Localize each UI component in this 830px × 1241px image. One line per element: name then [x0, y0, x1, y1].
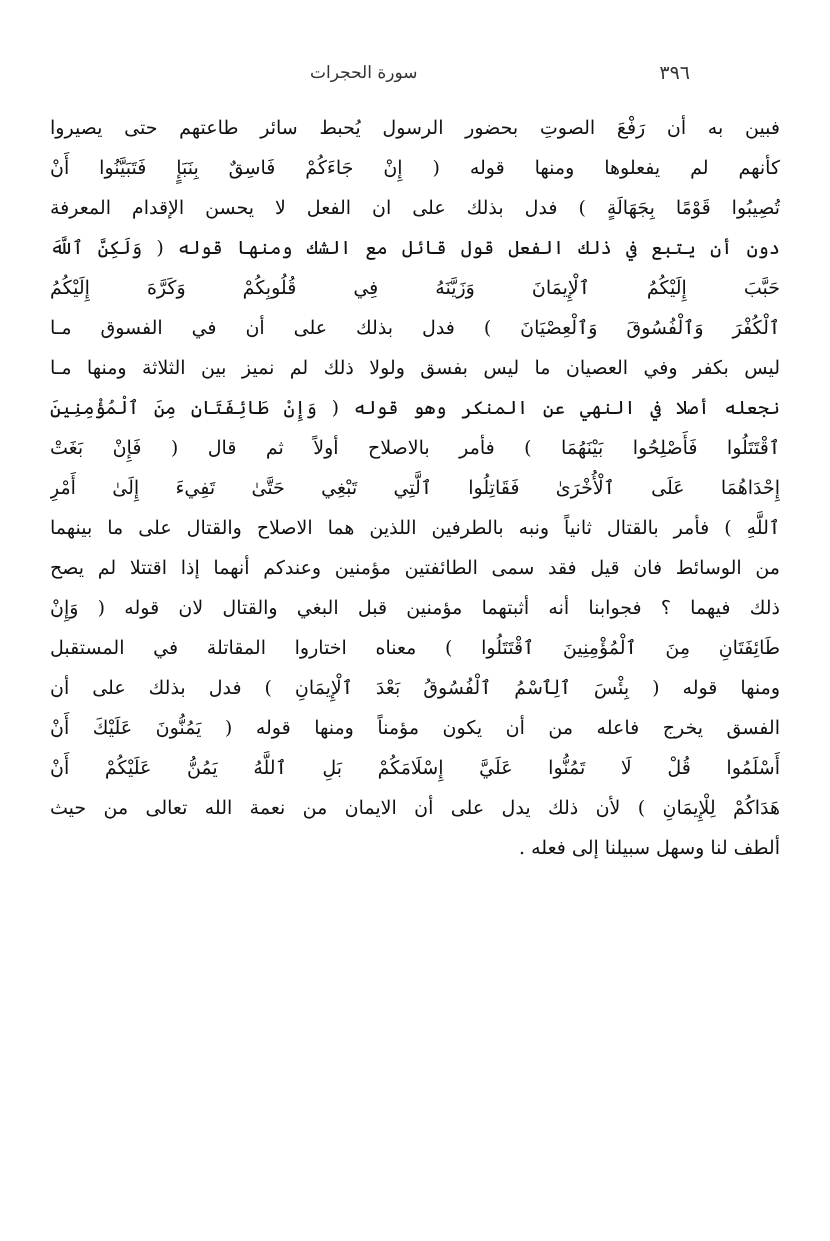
surah-title: سورة الحجرات: [310, 63, 418, 83]
text-line: ٱقْتَتَلُوا فَأَصْلِحُوا بَيْنَهُمَا ) فأمر بالاصلاح أولاً ثم قال ( فَإِنْ بَغَتْ: [50, 437, 780, 459]
text-line: ٱللَّهِ ) فأمر بالقتال ثانياً ونبه بالطرفين اللذين هما الاصلاح والقتال على ما بينهما: [50, 517, 780, 539]
text-line: ومنها قوله ( بِئْسَ ٱلِٱسْمُ ٱلْفُسُوقُ بَعْدَ ٱلْإِيمَانِ ) فدل بذلك على أن: [50, 677, 780, 699]
text-line: حَبَّبَ إِلَيْكُمُ ٱلْإِيمَانَ وَزَيَّنَهُ فِي قُلُوبِكُمْ وَكَرَّهَ إِلَيْكُمُ: [50, 277, 780, 299]
text-line: من الوسائط فان قيل فقد سمى الطائفتين مؤمنين وعندكم أنهما إذا اقتتلا لم يصح: [50, 557, 780, 579]
text-line: فبين به أن رَفْعَ الصوتِ بحضور الرسول يُحبط سائر طاعتهم حتى يصيروا: [50, 117, 780, 139]
text-line: الفسق يخرج فاعله من أن يكون مؤمناً ومنها قوله ( يَمُنُّونَ عَلَيْكَ أَنْ: [50, 717, 780, 739]
text-line: نجعله أصلا في النهي عن المنكر وهو قوله ( وَإِنْ طَائِفَتَانِ مِنَ ٱلْمُؤْمِنِينَ: [50, 397, 780, 419]
text-line: كأنهم لم يفعلوها ومنها قوله ( إِنْ جَاءَكُمْ فَاسِقٌ بِنَبَإٍ فَتَبَيَّنُوا أَنْ: [50, 157, 780, 179]
running-head: [310, 58, 690, 88]
text-line: أَسْلَمُوا قُلْ لَا تَمُنُّوا عَلَيَّ إِسْلَامَكُمْ بَلِ ٱللَّهُ يَمُنُّ عَلَيْكُمْ أَنْ: [50, 757, 780, 779]
header-rule: [300, 92, 695, 93]
text-line: ليس بكفر وفي العصيان ما ليس بفسق ولولا ذلك لم نميز بين الثلاثة ومنها مـا: [50, 357, 780, 379]
text-line: دون أن يتبع في ذلك الفعل قول قائل مع الشك ومنها قوله ( وَلَكِنَّ ٱللَّهَ: [50, 237, 780, 259]
page-number: ٣٩٦: [659, 62, 690, 84]
text-line: هَدَاكُمْ لِلْإِيمَانِ ) لأن ذلك يدل على أن الايمان من نعمة الله تعالى من حيث: [50, 797, 780, 819]
text-line: طَائِفَتَانِ مِنَ ٱلْمُؤْمِنِينَ ٱقْتَتَلُوا ) معناه اختاروا المقاتلة في المستقبل: [50, 637, 780, 659]
text-line: ذلك فيهما ؟ فجوابنا أنه أثبتهما مؤمنين قبل البغي والقتال لان قوله ( وَإِنْ: [50, 597, 780, 619]
body-text: [50, 108, 780, 868]
text-line-last: ألطف لنا وسهل سبيلنا إلى فعله .: [519, 837, 780, 859]
text-line: ٱلْكُفْرَ وَٱلْفُسُوقَ وَٱلْعِصْيَانَ ) فدل بذلك على أن في الفسوق مـا: [50, 317, 780, 339]
text-line: إِحْدَاهُمَا عَلَى ٱلْأُخْرَىٰ فَقَاتِلُوا ٱلَّتِي تَبْغِي حَتَّىٰ تَفِيءَ إِلَىٰ أَمْرِ: [50, 477, 780, 499]
text-line: تُصِيبُوا قَوْمًا بِجَهَالَةٍ ) فدل بذلك على ان الفعل لا يحسن الإقدام المعرفة: [50, 197, 780, 219]
